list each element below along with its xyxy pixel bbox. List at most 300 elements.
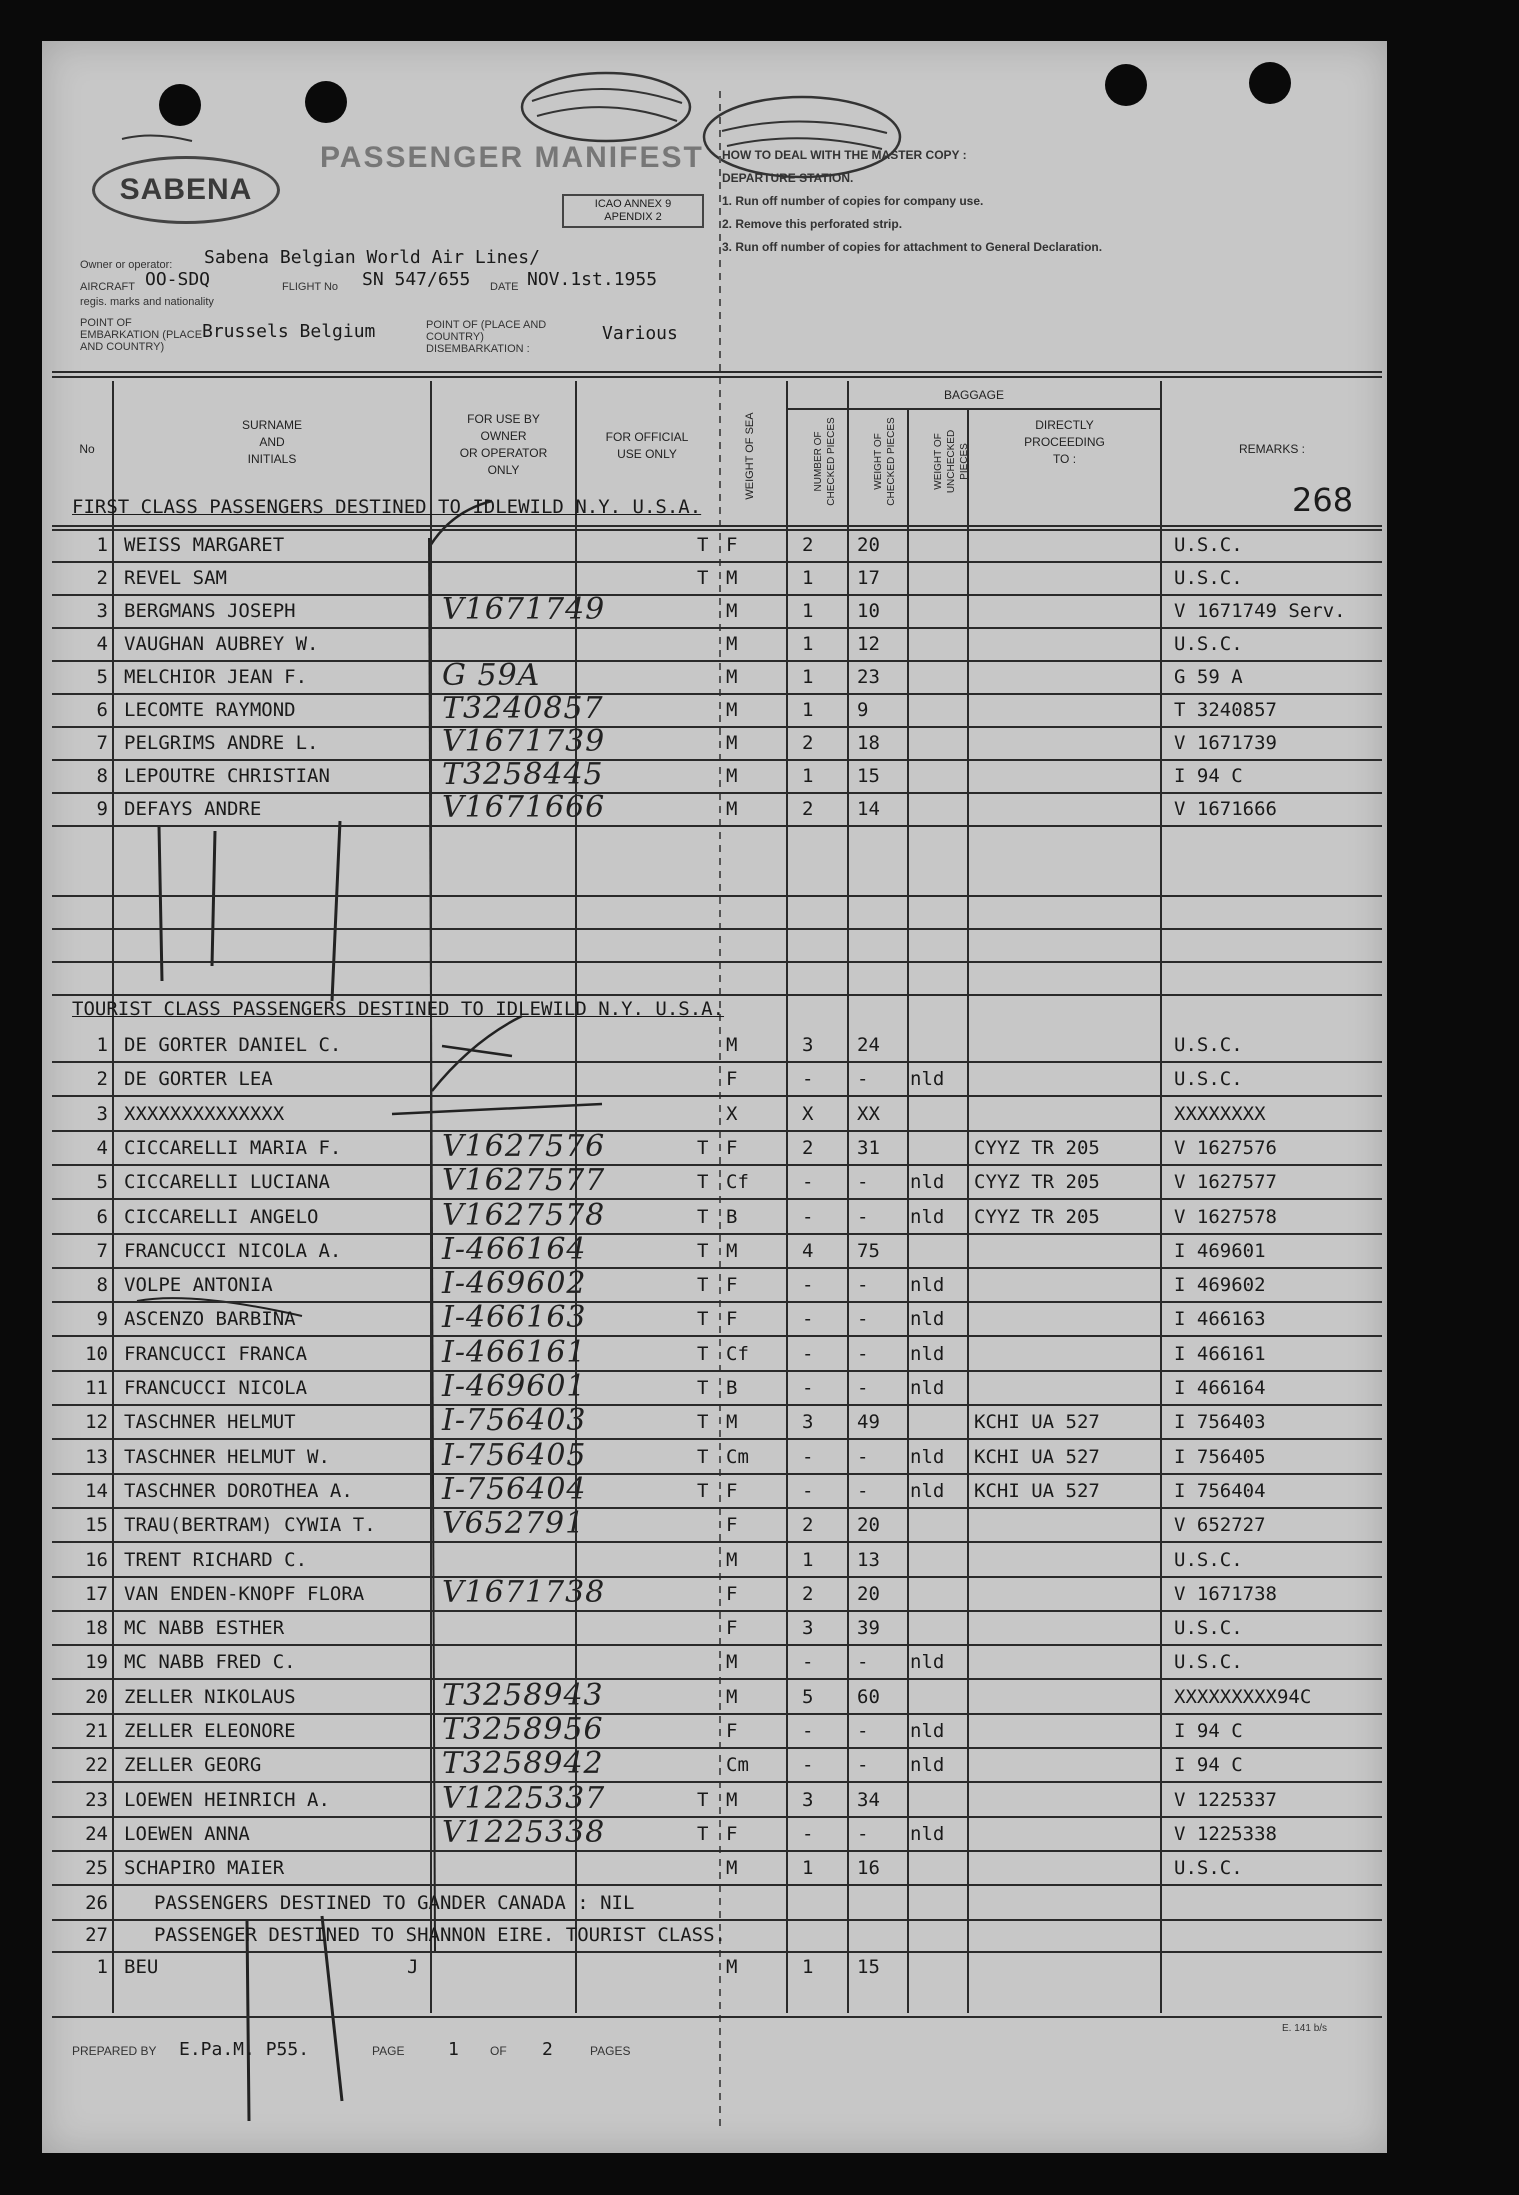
passenger-name: TRAU(BERTRAM) CYWIA T. (124, 1514, 376, 1537)
row-number: 1 (96, 1034, 108, 1056)
remark: I 756405 (1174, 1445, 1266, 1468)
row-rule (52, 1438, 1382, 1440)
header-line: SURNAME (241, 418, 302, 432)
checked-pieces: X (802, 1102, 814, 1125)
passenger-category: M (726, 732, 738, 754)
passenger-category: Cm (726, 1754, 749, 1777)
col-header-weight: WEIGHT OF SEA (744, 412, 756, 500)
row-number: 11 (85, 1377, 108, 1399)
checked-weight: - (857, 1342, 869, 1365)
checked-pieces: - (802, 1274, 814, 1297)
remark: I 466163 (1174, 1308, 1266, 1331)
checked-weight: 75 (857, 1239, 880, 1262)
handwritten-passport-number: V1225338 (442, 1814, 606, 1850)
passenger-category: F (726, 1274, 738, 1297)
row-number: 6 (96, 699, 108, 721)
col-header-checked-weight: WEIGHT OF CHECKED PIECES (873, 417, 897, 506)
remark: XXXXXXXXX94C (1174, 1685, 1312, 1708)
pages-label: PAGES (590, 2044, 631, 2058)
row-rule (52, 594, 1382, 596)
remark: V 1671666 (1174, 798, 1277, 820)
remark: T 3240857 (1174, 699, 1277, 721)
handwritten-passport-number: V1671749 (442, 592, 606, 627)
passenger-name: CICCARELLI MARIA F. (124, 1136, 342, 1159)
handwritten-passport-number: I-466164 (442, 1231, 587, 1267)
rule (52, 525, 1382, 527)
passenger-category: F (726, 1720, 738, 1742)
header-line: OWNER (480, 429, 527, 443)
passenger-category: M (726, 1034, 738, 1056)
unchecked-note: nld (910, 1754, 945, 1777)
col-rule (847, 381, 849, 2013)
passenger-name: TASCHNER DOROTHEA A. (124, 1479, 353, 1502)
passenger-name: ZELLER ELEONORE (124, 1720, 296, 1742)
handwritten-passport-number: T3258956 (442, 1712, 604, 1747)
rule (786, 408, 1160, 410)
header-line: FOR OFFICIAL (605, 430, 689, 444)
of-label: OF (490, 2044, 507, 2058)
form-code: E. 141 b/s (1282, 2023, 1328, 2034)
row-number: 5 (96, 666, 108, 688)
transit-mark: T (697, 1308, 709, 1331)
passenger-category: F (726, 1308, 738, 1331)
passenger-name: LOEWEN HEINRICH A. (124, 1788, 330, 1811)
checked-weight: 12 (857, 633, 880, 655)
col-header-no: No (79, 442, 95, 456)
unchecked-note: nld (910, 1068, 945, 1091)
remark: V 652727 (1174, 1514, 1266, 1537)
checked-weight: 24 (857, 1034, 880, 1056)
handwritten-passport-number: V1627576 (442, 1128, 606, 1164)
handwritten-passport-number: T3258445 (442, 757, 604, 792)
unchecked-note: nld (910, 1274, 945, 1297)
passenger-category: F (726, 1822, 738, 1845)
aircraft-sub-label: regis. marks and nationality (80, 296, 214, 308)
remark: I 94 C (1174, 1720, 1243, 1742)
row-rule (52, 1507, 1382, 1509)
row-rule (52, 627, 1382, 629)
remark: U.S.C. (1174, 633, 1243, 655)
first-class-heading: FIRST CLASS PASSENGERS DESTINED TO IDLEWILD N.Y. U.S.A. (72, 496, 702, 518)
tourist-class-heading: TOURIST CLASS PASSENGERS DESTINED TO IDLEWILD N.Y. U.S.A. (72, 998, 725, 1020)
row-rule (52, 1919, 1382, 1921)
passenger-name: TRENT RICHARD C. (124, 1548, 308, 1571)
note-text: PASSENGER DESTINED TO SHANNON EIRE. TOURIST CLASS. (154, 1923, 726, 1946)
instructions-block (722, 144, 1102, 259)
page-label: PAGE (372, 2044, 405, 2058)
checked-pieces: - (802, 1754, 814, 1777)
passenger-category: B (726, 1205, 738, 1228)
passenger-name: TASCHNER HELMUT (124, 1411, 296, 1434)
rule (52, 376, 1382, 378)
prepared-by-value: E.Pa.M. P55. (179, 2039, 310, 2060)
instruction-line: DEPARTURE STATION. (722, 171, 854, 185)
passenger-category: M (726, 1955, 738, 1978)
checked-pieces: 2 (802, 534, 814, 556)
passenger-name: LOEWEN ANNA (124, 1822, 250, 1845)
passenger-category: M (726, 1685, 738, 1708)
passenger-name: LECOMTE RAYMOND (124, 699, 296, 721)
passenger-category: M (726, 1239, 738, 1262)
row-rule (52, 1713, 1382, 1715)
checked-weight: 14 (857, 798, 880, 820)
checked-pieces: - (802, 1479, 814, 1502)
col-header-official-use (577, 429, 717, 463)
header-line: TO : (1052, 452, 1077, 466)
checked-weight: 34 (857, 1788, 880, 1811)
passenger-category: M (726, 699, 738, 721)
remark: U.S.C. (1174, 1651, 1243, 1674)
checked-weight: 60 (857, 1685, 880, 1708)
unchecked-note: nld (910, 1171, 945, 1194)
passenger-name: MELCHIOR JEAN F. (124, 666, 308, 688)
remark: V 1627578 (1174, 1205, 1277, 1228)
row-number: 17 (85, 1582, 108, 1605)
checked-pieces: - (802, 1651, 814, 1674)
transit-mark: T (697, 1136, 709, 1159)
row-rule (52, 1816, 1382, 1818)
passenger-name: SCHAPIRO MAIER (124, 1857, 285, 1880)
transit-mark: T (697, 1171, 709, 1194)
row-number: 20 (85, 1685, 108, 1708)
checked-weight: 31 (857, 1136, 880, 1159)
row-number: 6 (96, 1205, 108, 1228)
row-rule (52, 1610, 1382, 1612)
transit-mark: T (697, 1205, 709, 1228)
row-rule (52, 1130, 1382, 1132)
passenger-category: F (726, 1582, 738, 1605)
row-number: 21 (85, 1720, 108, 1742)
row-number: 26 (85, 1891, 108, 1914)
remark: I 756404 (1174, 1479, 1266, 1502)
row-rule (52, 759, 1382, 761)
row-rule (52, 1095, 1382, 1097)
transit-mark: T (697, 1788, 709, 1811)
checked-weight: 49 (857, 1411, 880, 1434)
row-rule (52, 1644, 1382, 1646)
checked-pieces: 1 (802, 699, 814, 721)
checked-weight: 23 (857, 666, 880, 688)
row-number: 18 (85, 1617, 108, 1640)
checked-weight: 17 (857, 567, 880, 589)
passenger-category: M (726, 1411, 738, 1434)
passenger-name: TASCHNER HELMUT W. (124, 1445, 330, 1468)
remark: I 94 C (1174, 765, 1243, 787)
row-number: 8 (96, 765, 108, 787)
col-header-checked-pieces: NUMBER OF CHECKED PIECES (813, 417, 837, 506)
transit-mark: T (697, 1822, 709, 1845)
aircraft-value: OO-SDQ (145, 269, 211, 290)
row-number: 1 (96, 1955, 108, 1978)
passenger-name: CICCARELLI ANGELO (124, 1205, 319, 1228)
note-text: PASSENGERS DESTINED TO GANDER CANADA : NIL (154, 1891, 635, 1914)
row-number: 7 (96, 732, 108, 754)
checked-weight: - (857, 1171, 869, 1194)
passenger-category: M (726, 1857, 738, 1880)
passenger-category: M (726, 666, 738, 688)
header-line: USE ONLY (617, 447, 677, 461)
remark: I 469602 (1174, 1274, 1266, 1297)
icao-reference (562, 194, 704, 228)
checked-pieces: - (802, 1445, 814, 1468)
checked-pieces: 1 (802, 1955, 814, 1978)
rule (52, 2016, 1382, 2018)
checked-pieces: - (802, 1822, 814, 1845)
passenger-category: Cf (726, 1342, 749, 1365)
passenger-category: F (726, 1136, 738, 1159)
row-rule (52, 1576, 1382, 1578)
row-rule (52, 961, 1382, 963)
row-number: 12 (85, 1411, 108, 1434)
col-rule (967, 409, 969, 2013)
row-rule (52, 1164, 1382, 1166)
passenger-category: F (726, 534, 738, 556)
unchecked-note: nld (910, 1479, 945, 1502)
remark: I 466164 (1174, 1377, 1266, 1399)
passenger-category: M (726, 600, 738, 622)
handwritten-passport-number: V1225337 (442, 1780, 606, 1816)
row-rule (52, 1678, 1382, 1680)
checked-pieces: - (802, 1342, 814, 1365)
remark: I 756403 (1174, 1411, 1266, 1434)
unchecked-note: nld (910, 1445, 945, 1468)
handwritten-passport-number: I-756403 (442, 1403, 587, 1439)
col-header-owner-use (432, 411, 575, 479)
row-number: 22 (85, 1754, 108, 1777)
row-rule (52, 994, 1382, 996)
onward-flight: KCHI UA 527 (974, 1479, 1100, 1502)
remark: I 469601 (1174, 1239, 1266, 1262)
passenger-name: FRANCUCCI NICOLA (124, 1377, 308, 1399)
passenger-category: B (726, 1377, 738, 1399)
remark: U.S.C. (1174, 567, 1243, 589)
row-number: 2 (96, 567, 108, 589)
passenger-name: DE GORTER LEA (124, 1068, 273, 1091)
row-rule (52, 1370, 1382, 1372)
remark: V 1671738 (1174, 1582, 1277, 1605)
passenger-category: M (726, 633, 738, 655)
row-rule (52, 928, 1382, 930)
row-rule (52, 792, 1382, 794)
checked-pieces: 1 (802, 765, 814, 787)
row-number: 13 (85, 1445, 108, 1468)
checked-pieces: 5 (802, 1685, 814, 1708)
col-header-surname (114, 417, 430, 468)
remark: V 1225338 (1174, 1822, 1277, 1845)
checked-weight: 10 (857, 600, 880, 622)
handwritten-passport-number: V1671739 (442, 724, 606, 759)
onward-flight: KCHI UA 527 (974, 1445, 1100, 1468)
checked-weight: 39 (857, 1617, 880, 1640)
checked-weight: - (857, 1822, 869, 1845)
handwritten-passport-number: I-466161 (442, 1334, 587, 1370)
checked-pieces: 2 (802, 798, 814, 820)
header-line: AND (259, 435, 285, 449)
col-header-proceeding (969, 417, 1160, 468)
instruction-line: 1. Run off number of copies for company use. (722, 194, 984, 208)
remark: I 94 C (1174, 1754, 1243, 1777)
checked-weight: - (857, 1651, 869, 1674)
passenger-name: LEPOUTRE CHRISTIAN (124, 765, 330, 787)
row-number: 15 (85, 1514, 108, 1537)
transit-mark: T (697, 1342, 709, 1365)
passenger-name: DE GORTER DANIEL C. (124, 1034, 342, 1056)
onward-flight: CYYZ TR 205 (974, 1136, 1100, 1159)
checked-pieces: 1 (802, 1857, 814, 1880)
prepared-by-label: PREPARED BY (72, 2044, 157, 2058)
remark: U.S.C. (1174, 1857, 1243, 1880)
handwritten-passport-number: I-466163 (442, 1300, 587, 1336)
checked-weight: - (857, 1274, 869, 1297)
row-number: 5 (96, 1171, 108, 1194)
checked-pieces: - (802, 1720, 814, 1742)
rule (52, 371, 1382, 373)
row-number: 4 (96, 633, 108, 655)
transit-mark: T (697, 534, 709, 556)
row-number: 16 (85, 1548, 108, 1571)
remark: U.S.C. (1174, 1617, 1243, 1640)
handwritten-passport-number: V652791 (442, 1506, 586, 1542)
checked-pieces: 3 (802, 1034, 814, 1056)
checked-pieces: - (802, 1308, 814, 1331)
icao-line: ICAO ANNEX 9 (594, 198, 672, 210)
handwritten-passport-number: T3258942 (442, 1746, 604, 1782)
row-rule (52, 1198, 1382, 1200)
form-title: PASSENGER MANIFEST (320, 141, 704, 174)
remark: XXXXXXXX (1174, 1102, 1266, 1125)
row-rule (52, 895, 1382, 897)
checked-weight: 18 (857, 732, 880, 754)
col-header-baggage: BAGGAGE (943, 388, 1005, 402)
remark: V 1627576 (1174, 1136, 1277, 1159)
icao-line: APENDIX 2 (604, 211, 662, 223)
unchecked-note: nld (910, 1822, 945, 1845)
transit-mark: T (697, 1377, 709, 1399)
row-number: 4 (96, 1136, 108, 1159)
passenger-name: MC NABB FRED C. (124, 1651, 296, 1674)
checked-weight: 13 (857, 1548, 880, 1571)
row-rule (52, 1884, 1382, 1886)
instruction-line: HOW TO DEAL WITH THE MASTER COPY : (722, 148, 967, 162)
row-rule (52, 1404, 1382, 1406)
header-line: INITIALS (247, 452, 297, 466)
row-number: 3 (96, 600, 108, 622)
onward-flight: CYYZ TR 205 (974, 1205, 1100, 1228)
remark: V 1225337 (1174, 1788, 1277, 1811)
passenger-name: DEFAYS ANDRE (124, 798, 262, 820)
checked-pieces: - (802, 1171, 814, 1194)
row-rule (52, 1301, 1382, 1303)
handwritten-passport-number: V1671666 (442, 790, 606, 825)
header-line: PROCEEDING (1024, 435, 1105, 449)
remark: I 466161 (1174, 1342, 1266, 1365)
header-line: OR OPERATOR (459, 446, 548, 460)
checked-pieces: 2 (802, 1136, 814, 1159)
row-number: 9 (96, 1308, 108, 1331)
checked-weight: 15 (857, 765, 880, 787)
row-rule (52, 1747, 1382, 1749)
instruction-line: 3. Run off number of copies for attachment to General Declaration. (722, 240, 1103, 254)
checked-weight: 20 (857, 1514, 880, 1537)
row-number: 10 (85, 1342, 108, 1365)
remark: U.S.C. (1174, 1548, 1243, 1571)
handwritten-passport-number: V1627578 (442, 1197, 606, 1233)
unchecked-note: nld (910, 1651, 945, 1674)
sabena-logo: SABENA (92, 156, 280, 224)
col-header-remarks: REMARKS : (1238, 442, 1305, 456)
passenger-name: BERGMANS JOSEPH (124, 600, 296, 622)
row-number: 9 (96, 798, 108, 820)
date-label: DATE (490, 281, 519, 293)
checked-weight: - (857, 1308, 869, 1331)
remark: V 1671749 Serv. (1174, 600, 1346, 622)
flight-value: SN 547/655 (362, 269, 471, 290)
row-number: 3 (96, 1102, 108, 1125)
transit-mark: T (697, 1411, 709, 1434)
passenger-category: Cm (726, 1445, 749, 1468)
passenger-name: ASCENZO BARBINA (124, 1308, 296, 1331)
checked-weight: - (857, 1754, 869, 1777)
row-number: 2 (96, 1068, 108, 1091)
handwritten-passport-number: I-469601 (442, 1369, 587, 1404)
passenger-category: F (726, 1514, 738, 1537)
checked-pieces: - (802, 1377, 814, 1399)
row-number: 23 (85, 1788, 108, 1811)
row-number: 25 (85, 1857, 108, 1880)
row-number: 27 (85, 1923, 108, 1946)
col-rule (112, 381, 114, 2013)
passenger-category: M (726, 1651, 738, 1674)
checked-pieces: 1 (802, 1548, 814, 1571)
passenger-category: F (726, 1068, 738, 1091)
passenger-category: F (726, 1617, 738, 1640)
passenger-name: MC NABB ESTHER (124, 1617, 285, 1640)
row-rule (52, 825, 1382, 827)
rule (52, 529, 1382, 531)
passenger-category: M (726, 798, 738, 820)
passenger-name: VAN ENDEN-KNOPF FLORA (124, 1582, 365, 1605)
row-rule (52, 660, 1382, 662)
remark: V 1671739 (1174, 732, 1277, 754)
passenger-category: M (726, 1788, 738, 1811)
passenger-name: FRANCUCCI FRANCA (124, 1342, 308, 1365)
row-number: 24 (85, 1822, 108, 1845)
unchecked-note: nld (910, 1308, 945, 1331)
col-rule (907, 409, 909, 2013)
remark: U.S.C. (1174, 1034, 1243, 1056)
row-rule (52, 1267, 1382, 1269)
row-rule (52, 1473, 1382, 1475)
onward-flight: CYYZ TR 205 (974, 1171, 1100, 1194)
aircraft-label: AIRCRAFT (80, 281, 135, 293)
transit-mark: T (697, 567, 709, 589)
transit-mark: T (697, 1479, 709, 1502)
unchecked-note: nld (910, 1377, 945, 1399)
passenger-name: FRANCUCCI NICOLA A. (124, 1239, 342, 1262)
checked-weight: 15 (857, 1955, 880, 1978)
header-line: FOR USE BY (467, 412, 540, 426)
checked-weight: - (857, 1205, 869, 1228)
unchecked-note: nld (910, 1342, 945, 1365)
checked-pieces: 3 (802, 1617, 814, 1640)
passenger-name: VOLPE ANTONIA (124, 1274, 273, 1297)
row-number: 1 (96, 534, 108, 556)
checked-pieces: 4 (802, 1239, 814, 1262)
disembark-value: Various (602, 323, 678, 344)
passenger-name: WEISS MARGARET (124, 534, 285, 556)
checked-pieces: 1 (802, 600, 814, 622)
passenger-category: X (726, 1102, 738, 1125)
